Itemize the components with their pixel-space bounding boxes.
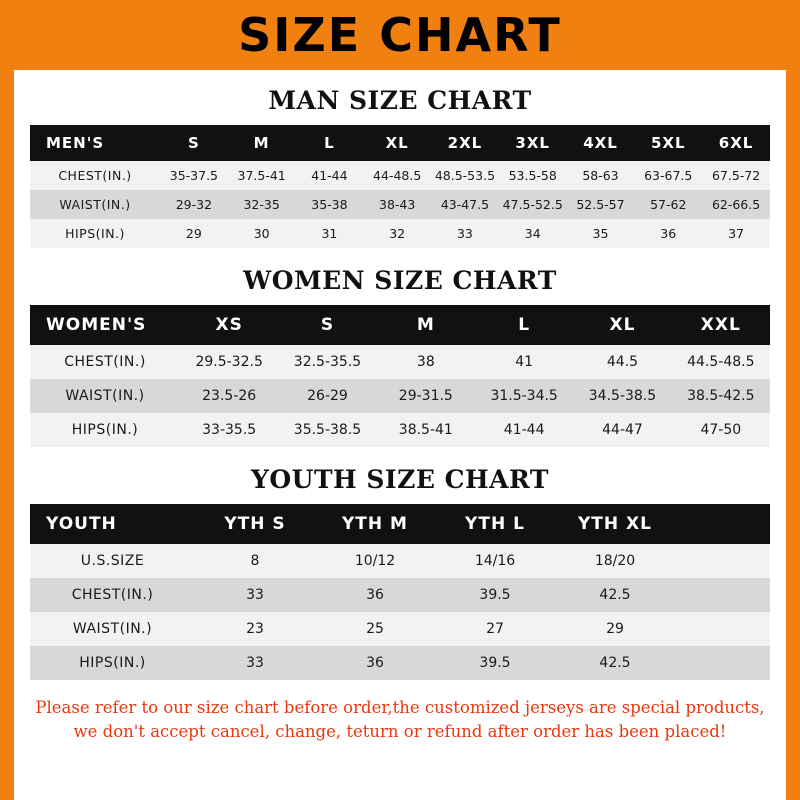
- cell: 38.5-41: [377, 413, 475, 447]
- cell: 34.5-38.5: [573, 379, 671, 413]
- men-size-table: [30, 125, 770, 248]
- column-header: XL: [573, 305, 671, 345]
- cell: 62-66.5: [702, 190, 770, 219]
- cell: 44.5-48.5: [672, 345, 770, 379]
- men-section-title: MAN SIZE CHART: [268, 86, 532, 115]
- table-row: [30, 578, 770, 612]
- cell: 41-44: [296, 161, 364, 190]
- cell: 41: [475, 345, 573, 379]
- table-row: [30, 379, 770, 413]
- cell: 52.5-57: [567, 190, 635, 219]
- cell: 29-31.5: [377, 379, 475, 413]
- cell: 47-50: [672, 413, 770, 447]
- cell: 32: [363, 219, 431, 248]
- cell: 41-44: [475, 413, 573, 447]
- cell: 27: [435, 612, 555, 646]
- cell: 33: [195, 578, 315, 612]
- table-header-row: [30, 125, 770, 161]
- column-header: 3XL: [499, 125, 567, 161]
- row-label: WAIST(IN.): [30, 190, 160, 219]
- column-header: MEN'S: [30, 125, 160, 161]
- column-header: M: [377, 305, 475, 345]
- cell-spacer: [675, 612, 770, 646]
- column-header: WOMEN'S: [30, 305, 180, 345]
- cell: 32-35: [228, 190, 296, 219]
- row-label: U.S.SIZE: [30, 544, 195, 578]
- cell: 58-63: [567, 161, 635, 190]
- cell: 39.5: [435, 646, 555, 680]
- column-header: XXL: [672, 305, 770, 345]
- cell: 35-38: [296, 190, 364, 219]
- column-header: YTH M: [315, 504, 435, 544]
- table-row: [30, 161, 770, 190]
- table-row: [30, 544, 770, 578]
- cell: 36: [634, 219, 702, 248]
- table-row: [30, 612, 770, 646]
- cell: 25: [315, 612, 435, 646]
- cell: 31.5-34.5: [475, 379, 573, 413]
- cell: 44-48.5: [363, 161, 431, 190]
- cell: 34: [499, 219, 567, 248]
- column-header: 4XL: [567, 125, 635, 161]
- column-header: S: [160, 125, 228, 161]
- footer-note: [28, 696, 773, 744]
- cell: 35-37.5: [160, 161, 228, 190]
- cell-spacer: [675, 544, 770, 578]
- cell: 53.5-58: [499, 161, 567, 190]
- column-header: YTH L: [435, 504, 555, 544]
- column-header: YTH XL: [555, 504, 675, 544]
- table-row: [30, 190, 770, 219]
- table-header-row: [30, 504, 770, 544]
- cell: 8: [195, 544, 315, 578]
- row-label: CHEST(IN.): [30, 161, 160, 190]
- cell: 10/12: [315, 544, 435, 578]
- youth-size-table: [30, 504, 770, 680]
- cell: 29-32: [160, 190, 228, 219]
- cell: 42.5: [555, 646, 675, 680]
- cell: 48.5-53.5: [431, 161, 499, 190]
- column-header: 6XL: [702, 125, 770, 161]
- women-size-table: [30, 305, 770, 447]
- cell: 44-47: [573, 413, 671, 447]
- cell: 26-29: [278, 379, 376, 413]
- cell: 30: [228, 219, 296, 248]
- column-header: 5XL: [634, 125, 702, 161]
- cell: 38-43: [363, 190, 431, 219]
- column-header: 2XL: [431, 125, 499, 161]
- column-header: L: [296, 125, 364, 161]
- cell: 33: [431, 219, 499, 248]
- cell: 38: [377, 345, 475, 379]
- page-title: SIZE CHART: [238, 8, 562, 62]
- table-row: [30, 413, 770, 447]
- row-label: CHEST(IN.): [30, 345, 180, 379]
- cell: 23: [195, 612, 315, 646]
- row-label: CHEST(IN.): [30, 578, 195, 612]
- cell: 29: [555, 612, 675, 646]
- row-label: HIPS(IN.): [30, 646, 195, 680]
- cell: 43-47.5: [431, 190, 499, 219]
- cell: 47.5-52.5: [499, 190, 567, 219]
- header-banner: [0, 0, 800, 70]
- footer-note-line2: we don't accept cancel, change, teturn or refund after order has been placed!: [73, 721, 727, 741]
- cell: 63-67.5: [634, 161, 702, 190]
- column-header: XS: [180, 305, 278, 345]
- cell: 31: [296, 219, 364, 248]
- cell: 44.5: [573, 345, 671, 379]
- cell: 36: [315, 578, 435, 612]
- cell: 39.5: [435, 578, 555, 612]
- column-header: XL: [363, 125, 431, 161]
- row-label: WAIST(IN.): [30, 612, 195, 646]
- cell: 42.5: [555, 578, 675, 612]
- cell: 57-62: [634, 190, 702, 219]
- column-header: M: [228, 125, 296, 161]
- cell: 29.5-32.5: [180, 345, 278, 379]
- cell: 37: [702, 219, 770, 248]
- cell-spacer: [675, 646, 770, 680]
- cell: 14/16: [435, 544, 555, 578]
- cell: 35: [567, 219, 635, 248]
- column-header-spacer: [675, 504, 770, 544]
- footer-note-line1: Please refer to our size chart before order,the customized jerseys are special products,: [35, 698, 765, 717]
- cell: 67.5-72: [702, 161, 770, 190]
- table-row: [30, 219, 770, 248]
- cell-spacer: [675, 578, 770, 612]
- chart-content: [14, 70, 786, 800]
- cell: 37.5-41: [228, 161, 296, 190]
- column-header: YTH S: [195, 504, 315, 544]
- cell: 23.5-26: [180, 379, 278, 413]
- cell: 32.5-35.5: [278, 345, 376, 379]
- row-label: WAIST(IN.): [30, 379, 180, 413]
- women-section-title: WOMEN SIZE CHART: [243, 266, 557, 295]
- cell: 18/20: [555, 544, 675, 578]
- cell: 36: [315, 646, 435, 680]
- row-label: HIPS(IN.): [30, 219, 160, 248]
- table-row: [30, 345, 770, 379]
- column-header: S: [278, 305, 376, 345]
- table-header-row: [30, 305, 770, 345]
- table-row: [30, 646, 770, 680]
- column-header: L: [475, 305, 573, 345]
- cell: 33: [195, 646, 315, 680]
- cell: 38.5-42.5: [672, 379, 770, 413]
- cell: 35.5-38.5: [278, 413, 376, 447]
- column-header: YOUTH: [30, 504, 195, 544]
- cell: 33-35.5: [180, 413, 278, 447]
- cell: 29: [160, 219, 228, 248]
- youth-section-title: YOUTH SIZE CHART: [251, 465, 549, 494]
- row-label: HIPS(IN.): [30, 413, 180, 447]
